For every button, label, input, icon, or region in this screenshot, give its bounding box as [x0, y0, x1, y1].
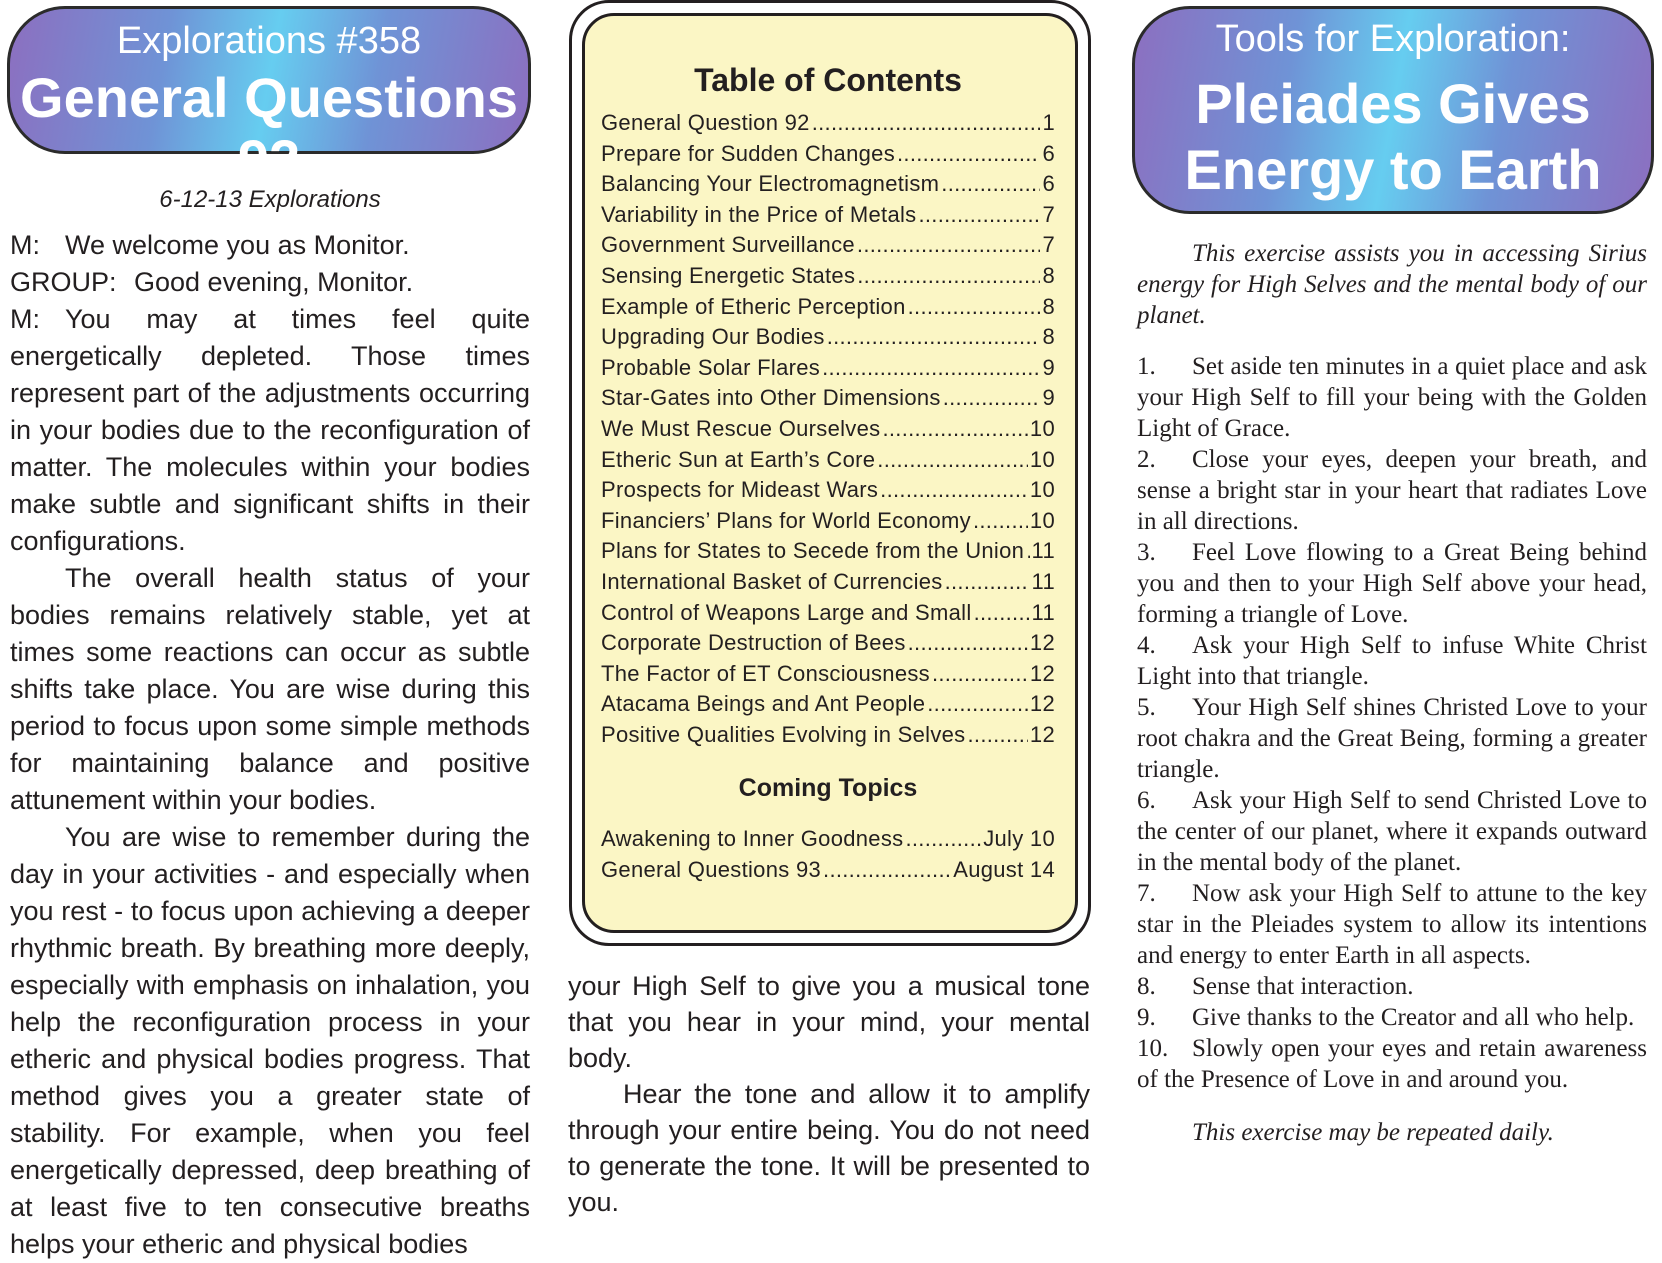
toc-entry-title: Control of Weapons Large and Small: [601, 599, 972, 625]
explorations-banner: [7, 6, 531, 191]
toc-entry: [601, 414, 1055, 445]
article-paragraph: You are wise to remember during the day in your activities - and especially when you rest - to focus upon achieving a deeper rhythmic breath. By breathing more deeply, especially with emphasis on inhalation, you help the reconfiguration process in your etheric and physical bodies progress. That method gives you a greater state of stability. For example, when you feel energetically depressed, deep breathing of at least five to ten consecutive breaths helps your etheric and physical bodies: [10, 822, 530, 1259]
toc-page-number: 1: [1042, 110, 1055, 135]
toc-entry: [601, 108, 1055, 139]
toc-dot-leader: [973, 506, 1028, 537]
step-number: 4.: [1137, 632, 1156, 659]
toc-page-number: 10: [1029, 446, 1055, 472]
toc-entry-title: Financiers’ Plans for World Economy: [601, 507, 971, 533]
toc-dot-leader: [927, 689, 1028, 720]
toc-entry-title: Prospects for Mideast Wars: [601, 477, 879, 503]
toc-dot-leader: [822, 353, 1040, 384]
toc-page-number: 12: [1029, 660, 1055, 686]
step-number: 6.: [1137, 787, 1156, 814]
toc-entry-title: Balancing Your Electromagnetism: [601, 171, 940, 197]
toc-entry-title: Example of Etheric Perception: [601, 293, 906, 319]
toc-dot-leader: [908, 292, 1041, 323]
exercise-step: [1137, 1002, 1647, 1033]
speaker-label: GROUP:: [10, 267, 117, 297]
toc-page-number: 9: [1042, 354, 1055, 380]
toc-entry: [601, 567, 1055, 598]
toc-entry-title: General Question 92: [601, 110, 810, 135]
exercise-column: [1137, 238, 1647, 1148]
toc-entry-title: Awakening to Inner Goodness: [601, 826, 904, 852]
step-text: Slowly open your eyes and retain awareness of the Presence of Love in and around you.: [1137, 1035, 1647, 1093]
step-text: Ask your High Self to infuse White Christ Light into that triangle.: [1137, 632, 1647, 690]
toc-entry: [601, 689, 1055, 720]
date-line: 6-12-13 Explorations: [159, 186, 381, 213]
step-text: Ask your High Self to send Christed Love to the center of our planet, where it expands outward in the mental body of the planet.: [1137, 787, 1647, 876]
step-text: Sense that interaction.: [1192, 973, 1414, 1000]
toc-entry-title: Probable Solar Flares: [601, 354, 821, 380]
banner-title-line: Energy to Earth: [1184, 138, 1602, 201]
toc-entry: [601, 475, 1055, 506]
toc-entry: [601, 536, 1055, 567]
article-paragraph: [10, 227, 530, 264]
step-number: 7.: [1137, 880, 1156, 907]
article-paragraph: [10, 264, 530, 301]
speaker-label: M:: [10, 304, 40, 334]
toc-entry-title: Variability in the Price of Metals: [601, 201, 917, 227]
toc-entry: [601, 598, 1055, 629]
exercise-step: [1137, 444, 1647, 537]
toc-entry: [601, 261, 1055, 292]
toc-entry: [601, 322, 1055, 353]
toc-page-number: 10: [1029, 507, 1055, 533]
toc-entry: [601, 139, 1055, 170]
toc-entry: [601, 506, 1055, 537]
toc-page-number: 6: [1042, 140, 1055, 166]
toc-dot-leader: [812, 108, 1041, 139]
toc-page-number: 12: [1029, 721, 1055, 747]
toc-dot-leader: [968, 720, 1028, 751]
toc-dot-leader: [827, 322, 1041, 353]
exercise-step: [1137, 692, 1647, 785]
article-paragraph: [10, 301, 530, 560]
coming-topics-list: [601, 824, 1055, 885]
article-paragraph: your High Self to give you a musical tone that you hear in your mind, your mental body.: [568, 971, 1090, 1073]
toc-dot-leader: [932, 659, 1028, 690]
toc-entry: [601, 200, 1055, 231]
step-text: Feel Love flowing to a Great Being behind you and then to your High Self above your head, forming a triangle of Love.: [1137, 539, 1647, 628]
banner-issue-number: Explorations #358: [116, 20, 422, 62]
toc-dot-leader: [857, 261, 1040, 292]
toc-entry-title: Plans for States to Secede from the Union: [601, 538, 1025, 564]
toc-dot-leader: [945, 567, 1030, 598]
toc-page-number: 11: [1031, 568, 1055, 594]
toc-entry-title: General Questions 93: [601, 857, 822, 883]
toc-page-number: 12: [1029, 630, 1055, 656]
toc-entry-title: Etheric Sun at Earth’s Core: [601, 446, 876, 472]
toc-dot-leader: [943, 383, 1041, 414]
toc-entry-title: International Basket of Currencies: [601, 568, 943, 594]
toc-entry-title: The Factor of ET Consciousness: [601, 660, 930, 686]
toc-entry-title: Corporate Destruction of Bees: [601, 630, 906, 656]
exercise-step: [1137, 878, 1647, 971]
step-number: 1.: [1137, 353, 1156, 380]
toc-entry: [601, 383, 1055, 414]
toc-page-number: 8: [1042, 293, 1055, 319]
step-number: 2.: [1137, 446, 1156, 473]
toc-entry-title: Atacama Beings and Ant People: [601, 691, 926, 717]
toc-dot-leader: [974, 598, 1030, 629]
toc-page-number: 11: [1031, 599, 1055, 625]
banner-title: [1135, 71, 1651, 203]
toc-entry-title: Prepare for Sudden Changes: [601, 140, 895, 166]
coming-topic-entry: [601, 824, 1055, 855]
exercise-step: [1137, 971, 1647, 1002]
toc-dot-leader: [908, 628, 1028, 659]
toc-page-number: 6: [1042, 171, 1055, 197]
toc-entry-title: Upgrading Our Bodies: [601, 324, 825, 350]
speaker-label: M:: [10, 230, 40, 260]
toc-entry: [601, 445, 1055, 476]
tools-banner: [1132, 6, 1654, 214]
toc-dot-leader: [918, 200, 1040, 231]
exercise-step: [1137, 351, 1647, 444]
exercise-closing: This exercise may be repeated daily.: [1192, 1119, 1554, 1146]
paragraph-text: You may at times feel quite energetically depleted. Those times represent part of the adjustments occurring in your bodies due to the reconfiguration of matter. The molecules within your bodies make subtle and significant shifts in their configurations.: [10, 304, 530, 556]
article-paragraph: Hear the tone and allow it to amplify through your entire being. You do not need to generate the tone. It will be presented to you.: [568, 1079, 1090, 1217]
banner-title: General Questions 92: [20, 66, 518, 191]
toc-dot-leader: [905, 824, 981, 855]
toc-entry: [601, 292, 1055, 323]
toc-entry-title: Positive Qualities Evolving in Selves: [601, 721, 966, 747]
toc-page-number: July 10: [983, 826, 1055, 852]
toc-entry: [601, 720, 1055, 751]
step-text: Set aside ten minutes in a quiet place and ask your High Self to fill your being with the Golden Light of Grace.: [1137, 353, 1647, 442]
toc-page-number: August 14: [953, 857, 1055, 883]
article-paragraph: The overall health status of your bodies remains relatively stable, yet at times some reactions can occur as subtle shifts take place. You are wise during this period to focus upon some simple methods for maintaining balance and positive attunement within your bodies.: [10, 563, 530, 815]
banner-title-line: Pleiades Gives: [1195, 72, 1591, 135]
exercise-steps: [1137, 351, 1647, 1095]
toc-dot-leader: [941, 169, 1040, 200]
toc-dot-leader: [882, 414, 1027, 445]
toc-page-number: 8: [1042, 324, 1055, 350]
toc-page-number: 9: [1042, 385, 1055, 411]
article-continuation: [568, 968, 1090, 1220]
toc-page-number: 7: [1042, 232, 1055, 258]
banner-subtitle: Tools for Exploration:: [1215, 18, 1571, 60]
toc-page-number: 10: [1029, 415, 1055, 441]
step-text: Your High Self shines Christed Love to your root chakra and the Great Being, forming a greater triangle.: [1137, 694, 1647, 783]
toc-entry: [601, 353, 1055, 384]
step-number: 9.: [1137, 1004, 1156, 1031]
paragraph-text: Good evening, Monitor.: [134, 267, 414, 297]
toc-list: [601, 108, 1055, 750]
toc-page-number: 12: [1029, 691, 1055, 717]
article-column: [10, 185, 530, 1263]
step-text: Close your eyes, deepen your breath, and sense a bright star in your heart that radiates Love in all directions.: [1137, 446, 1647, 535]
toc-entry: [601, 628, 1055, 659]
step-number: 8.: [1137, 973, 1156, 1000]
toc-dot-leader: [877, 445, 1028, 476]
exercise-step: [1137, 537, 1647, 630]
step-number: 5.: [1137, 694, 1156, 721]
coming-topic-entry: [601, 855, 1055, 886]
toc-dot-leader: [1026, 536, 1029, 567]
step-number: 3.: [1137, 539, 1156, 566]
toc-title: Table of Contents: [694, 62, 962, 98]
exercise-step: [1137, 785, 1647, 878]
step-number: 10.: [1137, 1035, 1169, 1062]
toc-dot-leader: [880, 475, 1028, 506]
toc-entry: [601, 659, 1055, 690]
step-text: Give thanks to the Creator and all who help.: [1192, 1004, 1635, 1031]
step-text: Now ask your High Self to attune to the key star in the Pleiades system to allow its intentions and energy to enter Earth in all aspects.: [1137, 880, 1647, 969]
toc-dot-leader: [823, 855, 951, 886]
toc-entry: [601, 230, 1055, 261]
toc-dot-leader: [857, 230, 1041, 261]
toc-page-number: 7: [1042, 201, 1055, 227]
toc-entry-title: We Must Rescue Ourselves: [601, 415, 881, 441]
exercise-step: [1137, 1033, 1647, 1095]
exercise-step: [1137, 630, 1647, 692]
toc-entry-title: Government Surveillance: [601, 232, 855, 258]
coming-topics-title: Coming Topics: [738, 774, 918, 803]
toc-entry: [601, 169, 1055, 200]
toc-page-number: 11: [1031, 538, 1055, 564]
toc-dot-leader: [897, 139, 1040, 170]
toc-entry-title: Sensing Energetic States: [601, 262, 856, 288]
table-of-contents-panel: [582, 13, 1078, 933]
table-of-contents-box: [569, 0, 1091, 946]
toc-page-number: 8: [1042, 262, 1055, 288]
toc-page-number: 10: [1029, 477, 1055, 503]
paragraph-text: We welcome you as Monitor.: [65, 230, 410, 260]
toc-entry-title: Star-Gates into Other Dimensions: [601, 385, 941, 411]
exercise-intro: This exercise assists you in accessing Sirius energy for High Selves and the mental body of our planet.: [1137, 240, 1647, 329]
